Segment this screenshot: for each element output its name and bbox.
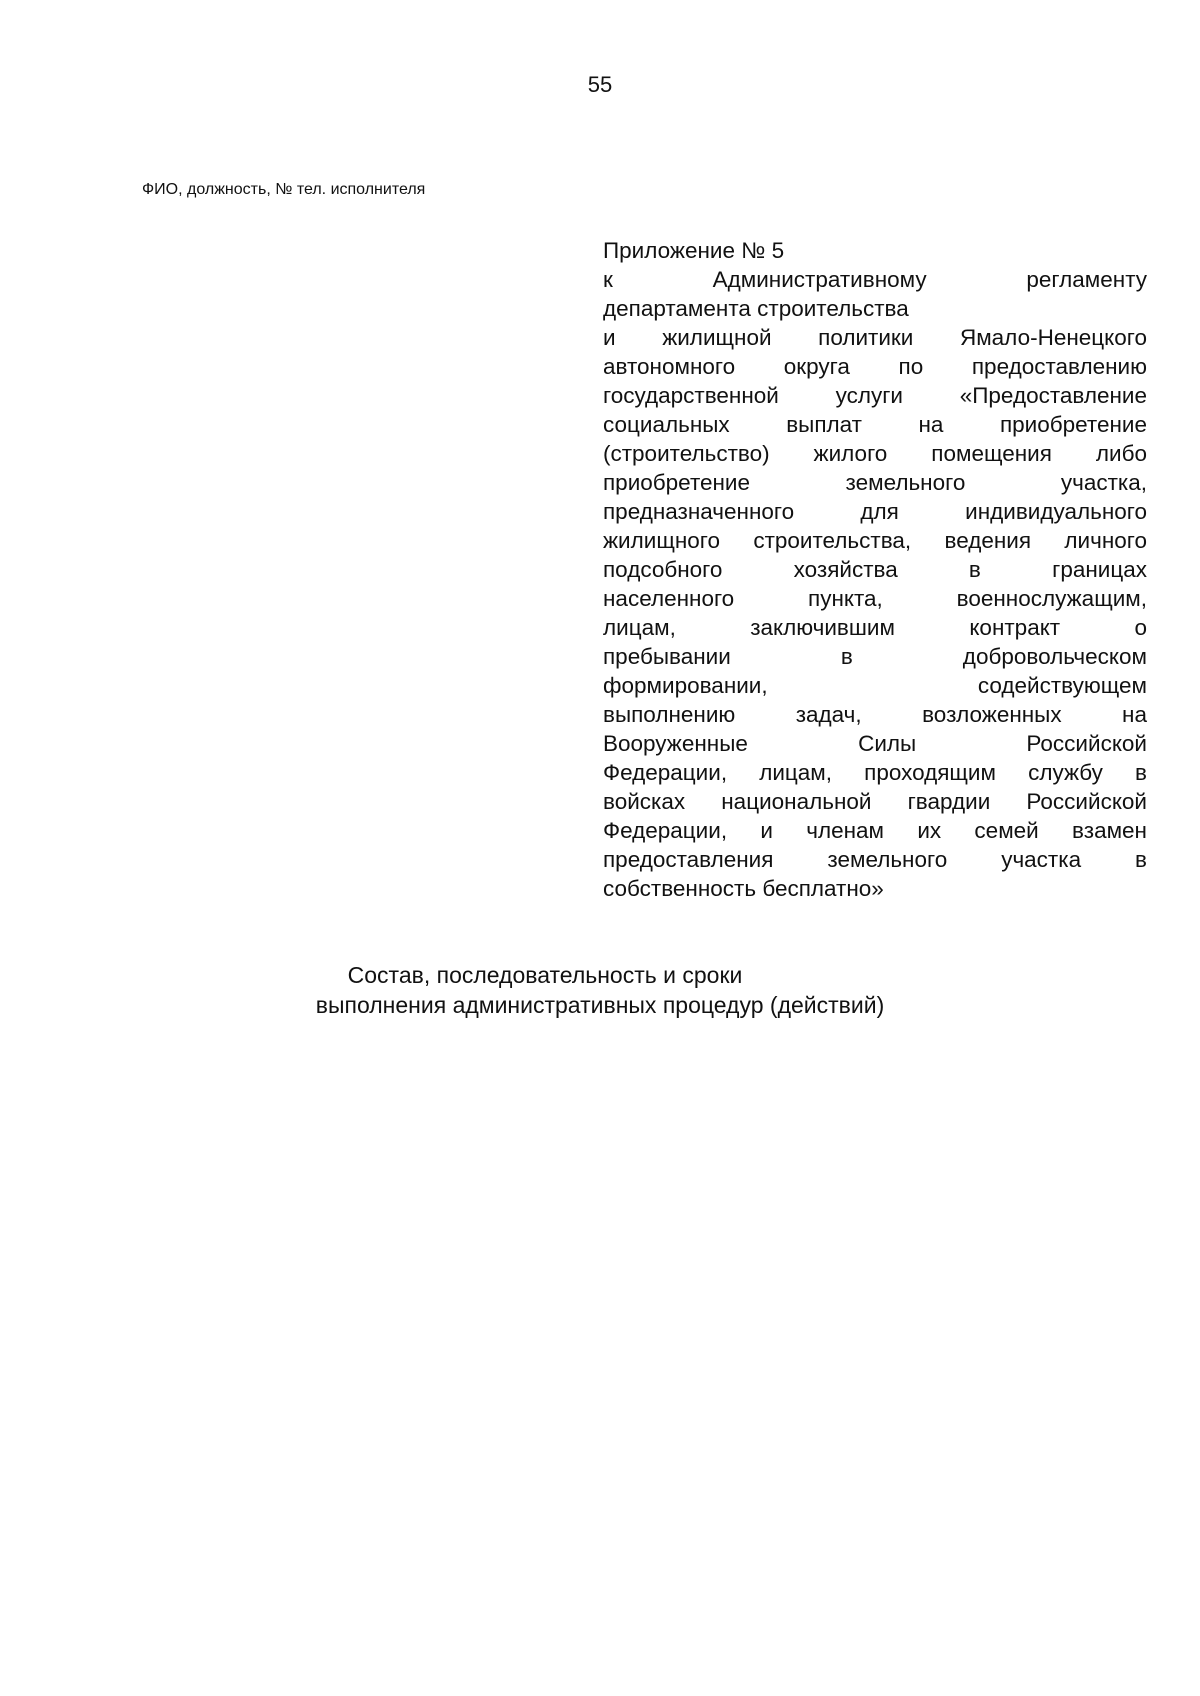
appendix-line: (строительство) жилого помещения либо — [603, 441, 1147, 466]
executor-info: ФИО, должность, № тел. исполнителя — [142, 181, 426, 198]
appendix-block — [603, 236, 1147, 903]
appendix-line: государственной услуги «Предоставление — [603, 383, 1147, 408]
appendix-line: к Административному регламенту — [603, 267, 1147, 292]
appendix-line: департамента строительства — [603, 296, 909, 321]
appendix-line: формировании, содействующем — [603, 673, 1147, 698]
appendix-line: Вооруженные Силы Российской — [603, 731, 1147, 756]
appendix-line: предоставления земельного участка в — [603, 847, 1147, 872]
appendix-line: выполнению задач, возложенных на — [603, 702, 1147, 727]
appendix-line: и жилищной политики Ямало-Ненецкого — [603, 325, 1147, 350]
appendix-line: жилищного строительства, ведения личного — [603, 528, 1147, 553]
appendix-line: предназначенного для индивидуального — [603, 499, 1147, 524]
appendix-line: социальных выплат на приобретение — [603, 412, 1147, 437]
appendix-line: Федерации, и членам их семей взамен — [603, 818, 1147, 843]
appendix-line: Федерации, лицам, проходящим службу в — [603, 760, 1147, 785]
appendix-line: приобретение земельного участка, — [603, 470, 1147, 495]
appendix-title: Приложение № 5 — [603, 238, 785, 263]
appendix-line: подсобного хозяйства в границах — [603, 557, 1147, 582]
section-heading-line: Состав, последовательность и сроки — [347, 962, 743, 988]
appendix-line: лицам, заключившим контракт о — [603, 615, 1147, 640]
appendix-line: войсках национальной гвардии Российской — [603, 789, 1147, 814]
page-number: 55 — [587, 72, 613, 97]
section-heading-line: выполнения административных процедур (действий) — [315, 992, 885, 1018]
appendix-line: населенного пункта, военнослужащим, — [603, 586, 1147, 611]
section-heading — [0, 960, 1200, 1020]
appendix-line: пребывании в добровольческом — [603, 644, 1147, 669]
appendix-line: автономного округа по предоставлению — [603, 354, 1147, 379]
appendix-line: собственность бесплатно» — [603, 876, 884, 901]
